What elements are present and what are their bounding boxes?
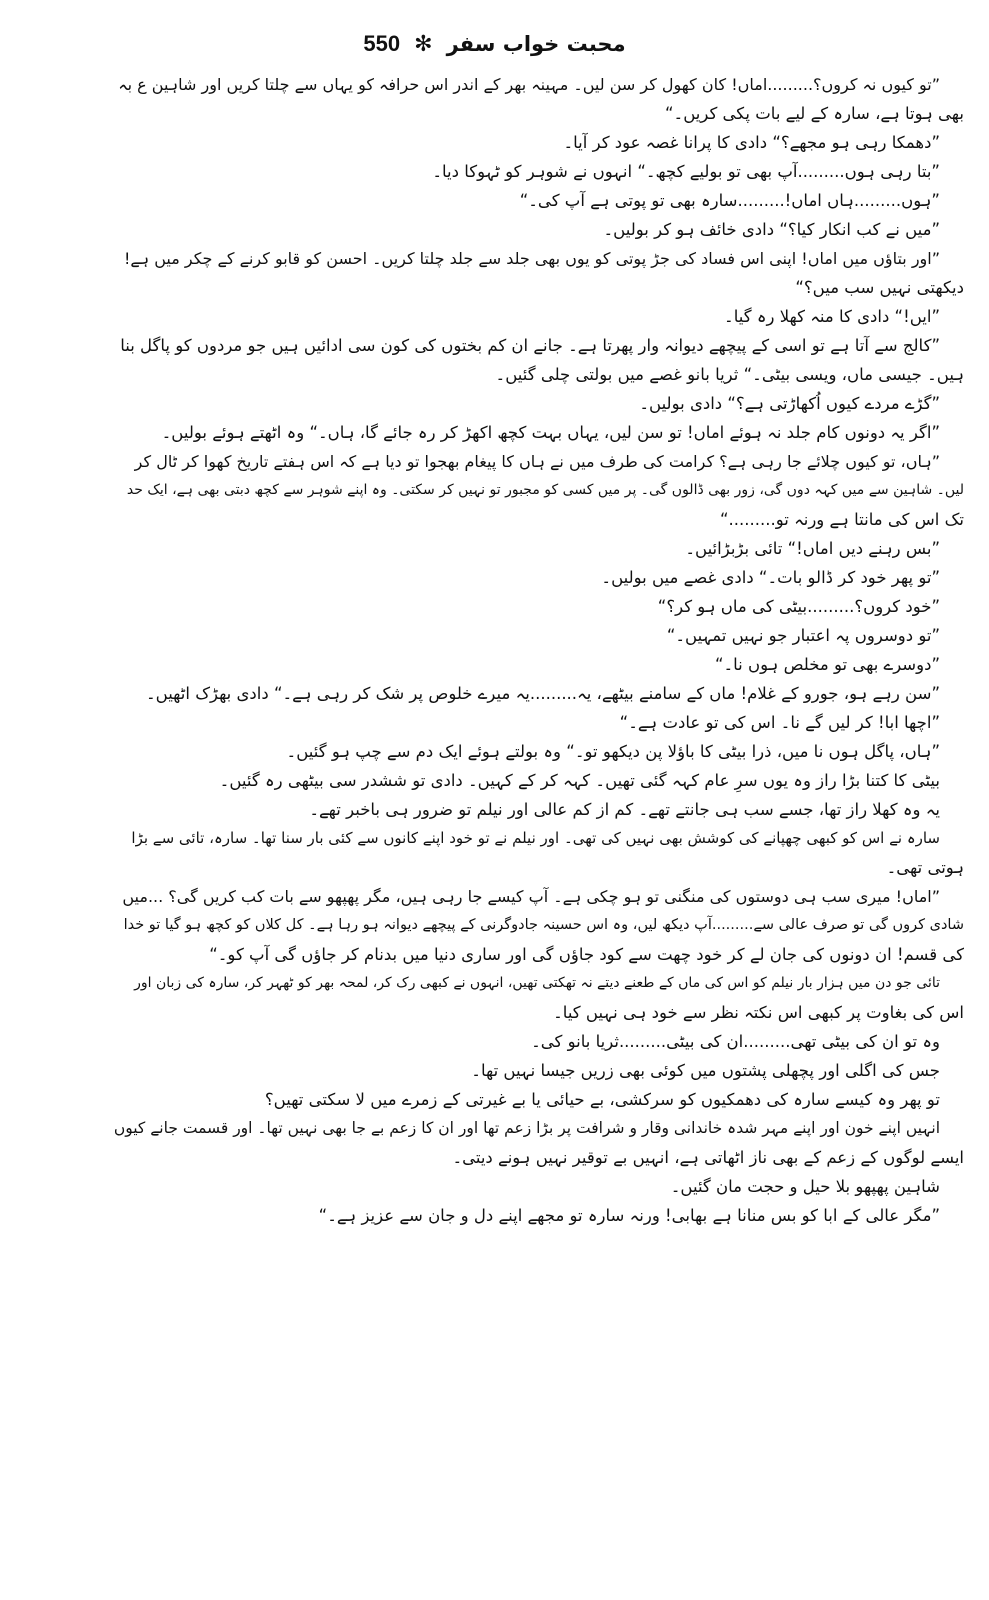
page-body-text	[112, 70, 964, 1582]
page-header	[0, 26, 989, 62]
text-line: تک اس کی مانتا ہے ورنہ تو.........“	[719, 510, 964, 529]
text-line: ”تو کیوں نہ کروں؟.........اماں! کان کھول کر سن لیں۔ مہینہ بھر کے اندر اس حرافہ کو یہاں سے چلتا کریں اور شاہین ع بہ	[118, 75, 940, 94]
text-line: ہوتی تھی۔	[886, 858, 964, 877]
text-line: ”اور بتاؤں میں اماں! اپنی اس فساد کی جڑ پوتی کو یوں بھی جلد سے جلد چلتا کریں۔ احسن کو قابو کرنے کے چکر میں ہے!	[123, 249, 940, 268]
text-line: جس کی اگلی اور پچھلی پشتوں میں کوئی بھی زریں جیسا نہیں تھا۔	[471, 1061, 940, 1080]
text-line: ”اچھا ابا! کر لیں گے نا۔ اس کی تو عادت ہے۔“	[619, 713, 940, 732]
text-line: ”خود کروں؟.........بیٹی کی ماں ہو کر؟“	[657, 597, 940, 616]
text-line: شادی کروں گی تو صرف عالی سے.........آپ دیکھ لیں، وہ اس حسینہ جادوگرنی کے پیچھے دیوانہ ہو رہا ہے۔ کل کلاں کو کچھ ہو گیا تو خدا	[123, 917, 964, 933]
text-line: ”کالج سے آتا ہے تو اسی کے پیچھے دیوانہ وار پھرتا ہے۔ جانے ان کم بختوں کی کون سی ادائیں ہیں جو مردوں کو پاگل بنا	[120, 336, 940, 355]
text-line: ”گڑے مردے کیوں اُکھاڑتی ہے؟“ دادی بولیں۔	[639, 394, 940, 413]
text-line: بھی ہوتا ہے، سارہ کے لیے بات پکی کریں۔“	[664, 104, 964, 123]
text-line: اس کی بغاوت پر کبھی اس نکتہ نظر سے خود ہی نہیں کیا۔	[553, 1003, 964, 1022]
text-line: کی قسم! ان دونوں کی جان لے کر خود چھت سے کود جاؤں گی اور ساری دنیا میں بدنام کر جاؤں گی آپ کو۔“	[209, 945, 964, 964]
ornament-star-icon: ✻	[414, 31, 433, 57]
text-line: ”تو دوسروں پہ اعتبار جو نہیں تمہیں۔“	[666, 626, 940, 645]
text-line: وہ تو ان کی بیٹی تھی.........ان کی بیٹی.........ثریا بانو کی۔	[531, 1032, 940, 1051]
text-line: ”اماں! میری سب ہی دوستوں کی منگنی تو ہو چکی ہے۔ آپ کیسے جا رہی ہیں، مگر پھپھو سے بات کب کریں گی؟ ...میں	[122, 887, 940, 906]
text-line: ”ہوں.........ہاں اماں!.........سارہ بھی تو پوتی ہے آپ کی۔“	[519, 191, 940, 210]
text-line: ”تو پھر خود کر ڈالو بات۔“ دادی غصے میں بولیں۔	[601, 568, 940, 587]
text-line: ایسے لوگوں کے زعم کے بھی ناز اٹھاتی ہے، انہیں بے توقیر نہیں ہونے دیتی۔	[452, 1148, 964, 1167]
text-line: ”دھمکا رہی ہو مجھے؟“ دادی کا پرانا غصہ عود کر آیا۔	[563, 133, 940, 152]
text-line: ”مگر عالی کے ابا کو بس منانا ہے بھابی! ورنہ سارہ تو مجھے اپنے دل و جان سے عزیز ہے۔“	[318, 1206, 940, 1225]
text-line: ”اگر یہ دونوں کام جلد نہ ہوئے اماں! تو سن لیں، یہاں بہت کچھ اکھڑ کر رہ جائے گا، ہاں۔“ وہ اٹھتے ہوئے بولیں۔	[161, 423, 940, 442]
text-line: بیٹی کا کتنا بڑا راز وہ یوں سرِ عام کہہ گئی تھیں۔ کہہ کر کے کہیں۔ دادی تو ششدر سی بیٹھی رہ گئیں۔	[219, 771, 940, 790]
text-line: ”میں نے کب انکار کیا؟“ دادی خائف ہو کر بولیں۔	[603, 220, 940, 239]
text-line: تو پھر وہ کیسے سارہ کی دھمکیوں کو سرکشی، بے حیائی یا بے غیرتی کے زمرے میں لا سکتی تھیں؟	[264, 1090, 940, 1109]
text-line: ”ہاں، تو کیوں چلائے جا رہی ہے؟ کرامت کی طرف میں نے ہاں کا پیغام بھجوا تو دیا ہے کہ اس ہفتے تاریخ کھوا کر ٹال کر	[134, 452, 940, 471]
page-number: 550	[363, 31, 401, 56]
text-line: انہیں اپنے خون اور اپنے مہر شدہ خاندانی وقار و شرافت پر بڑا زعم تھا اور ان کا زعم بے جا بھی نہیں تھا۔ اور قسمت جانے کیوں	[113, 1119, 940, 1137]
book-title: محبت خواب سفر	[446, 32, 626, 56]
text-line: دیکھتی نہیں سب میں؟“	[795, 278, 964, 297]
text-line: سارہ نے اس کو کبھی چھپانے کی کوشش بھی نہیں کی تھی۔ اور نیلم نے تو خود اپنے کانوں سے کئی بار سنا تھا۔ سارہ، تائی سے بڑا	[131, 829, 940, 847]
text-line: شاہین پھپھو بلا حیل و حجت مان گئیں۔	[670, 1177, 940, 1196]
text-line: یہ وہ کھلا راز تھا، جسے سب ہی جانتے تھے۔ کم از کم عالی اور نیلم تو ضرور ہی باخبر تھے۔	[309, 800, 940, 819]
text-line: ”بس رہنے دیں اماں!“ تائی بڑبڑائیں۔	[685, 539, 940, 558]
text-line: ہیں۔ جیسی ماں، ویسی بیٹی۔“ ثریا بانو غصے میں بولتی چلی گئیں۔	[495, 365, 964, 384]
text-line: ”ہاں، پاگل ہوں نا میں، ذرا بیٹی کا باؤلا پن دیکھو تو۔“ وہ بولتے ہوئے ایک دم سے چپ ہو گئیں۔	[286, 742, 940, 761]
text-line: تائی جو دن میں ہزار بار نیلم کو اس کی ماں کے طعنے دیتے نہ تھکتی تھیں، انہوں نے کبھی رک کر، لمحہ بھر کو ٹھہر کر، سارہ کی زبان اور	[134, 975, 940, 991]
text-line: ”دوسرے بھی تو مخلص ہوں نا۔“	[714, 655, 940, 674]
text-line: ”سن رہے ہو، جورو کے غلام! ماں کے سامنے بیٹھے، یہ.........یہ میرے خلوص پر شک کر رہی ہے۔“ دادی بھڑک اٹھیں۔	[145, 684, 940, 703]
text-line: ”ایں!“ دادی کا منہ کھلا رہ گیا۔	[724, 307, 940, 326]
text-line: لیں۔ شاہین سے میں کہہ دوں گی، زور بھی ڈالوں گی۔ پر میں کسی کو مجبور تو نہیں کر سکتی۔ وہ اپنے شوہر سے کچھ دبتی بھی ہے، ایک حد	[126, 482, 964, 498]
text-line: ”بتا رہی ہوں.........آپ بھی تو بولیے کچھ۔“ انہوں نے شوہر کو ٹہوکا دیا۔	[432, 162, 940, 181]
